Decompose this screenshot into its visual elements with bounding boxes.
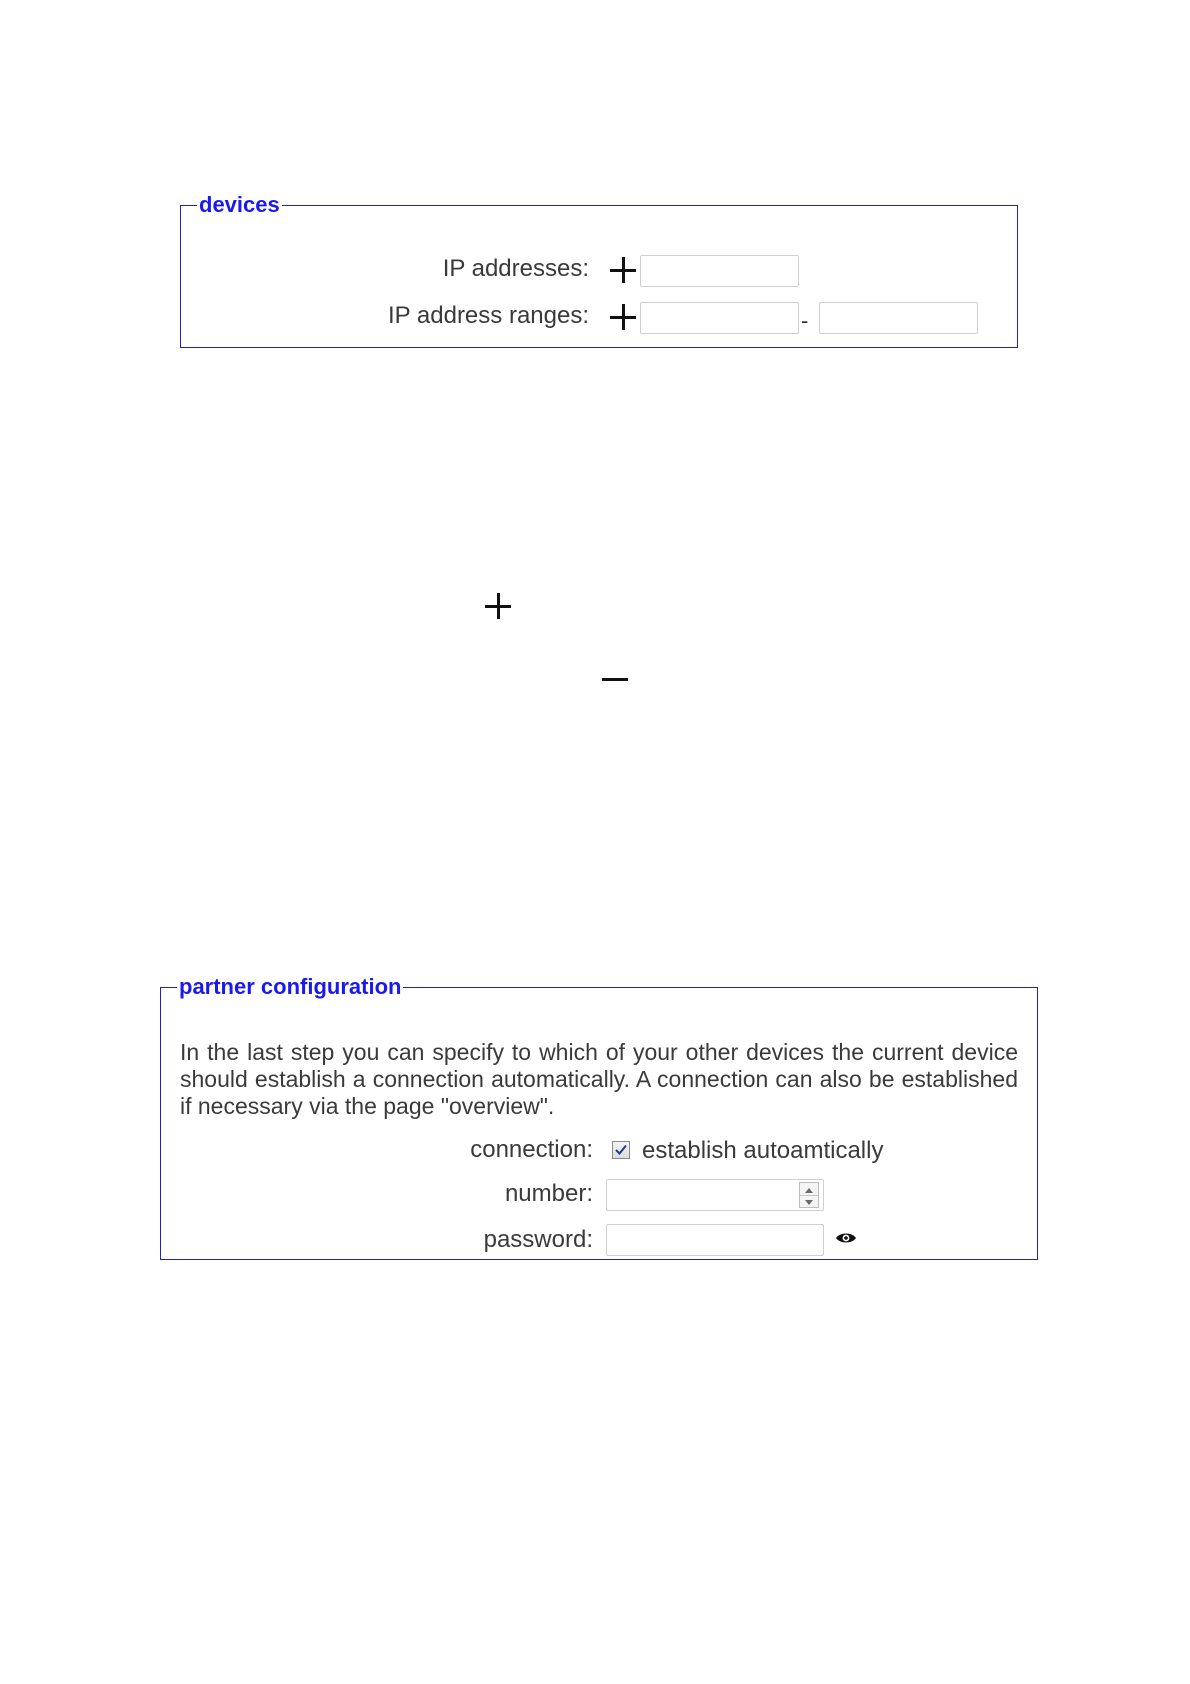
connection-label: connection:	[470, 1136, 593, 1163]
password-input[interactable]	[606, 1224, 824, 1256]
ip-address-input[interactable]	[640, 255, 799, 287]
checkmark-icon	[614, 1143, 628, 1157]
ip-ranges-label: IP address ranges:	[387, 302, 589, 329]
password-label: password:	[483, 1226, 593, 1253]
partner-configuration-legend: partner configuration	[179, 974, 402, 999]
number-input[interactable]	[606, 1179, 824, 1211]
eye-icon[interactable]	[835, 1231, 857, 1245]
establish-automatically-checkbox[interactable]	[612, 1141, 630, 1159]
partner-configuration-panel	[160, 975, 1038, 1260]
ip-range-end-input[interactable]	[819, 302, 978, 334]
number-spinner[interactable]	[799, 1182, 819, 1208]
partner-description: In the last step you can specify to which of your other devices the current device should establish a connection automatically. A connection can also be established if necessary via the page "overview".	[180, 1039, 1018, 1119]
minus-icon[interactable]	[602, 678, 628, 681]
spin-down-button[interactable]	[800, 1195, 818, 1207]
number-label: number:	[504, 1180, 593, 1207]
devices-legend: devices	[199, 192, 280, 217]
plus-icon[interactable]	[485, 593, 511, 619]
range-separator: -	[801, 308, 809, 333]
devices-panel	[180, 193, 1018, 348]
ip-range-start-input[interactable]	[640, 302, 799, 334]
add-ip-range-plus-icon[interactable]	[610, 304, 636, 330]
chevron-down-icon	[800, 1197, 818, 1208]
establish-automatically-label[interactable]: establish autoamtically	[642, 1137, 884, 1164]
add-ip-address-plus-icon[interactable]	[610, 257, 636, 283]
ip-addresses-label: IP addresses:	[442, 255, 589, 282]
